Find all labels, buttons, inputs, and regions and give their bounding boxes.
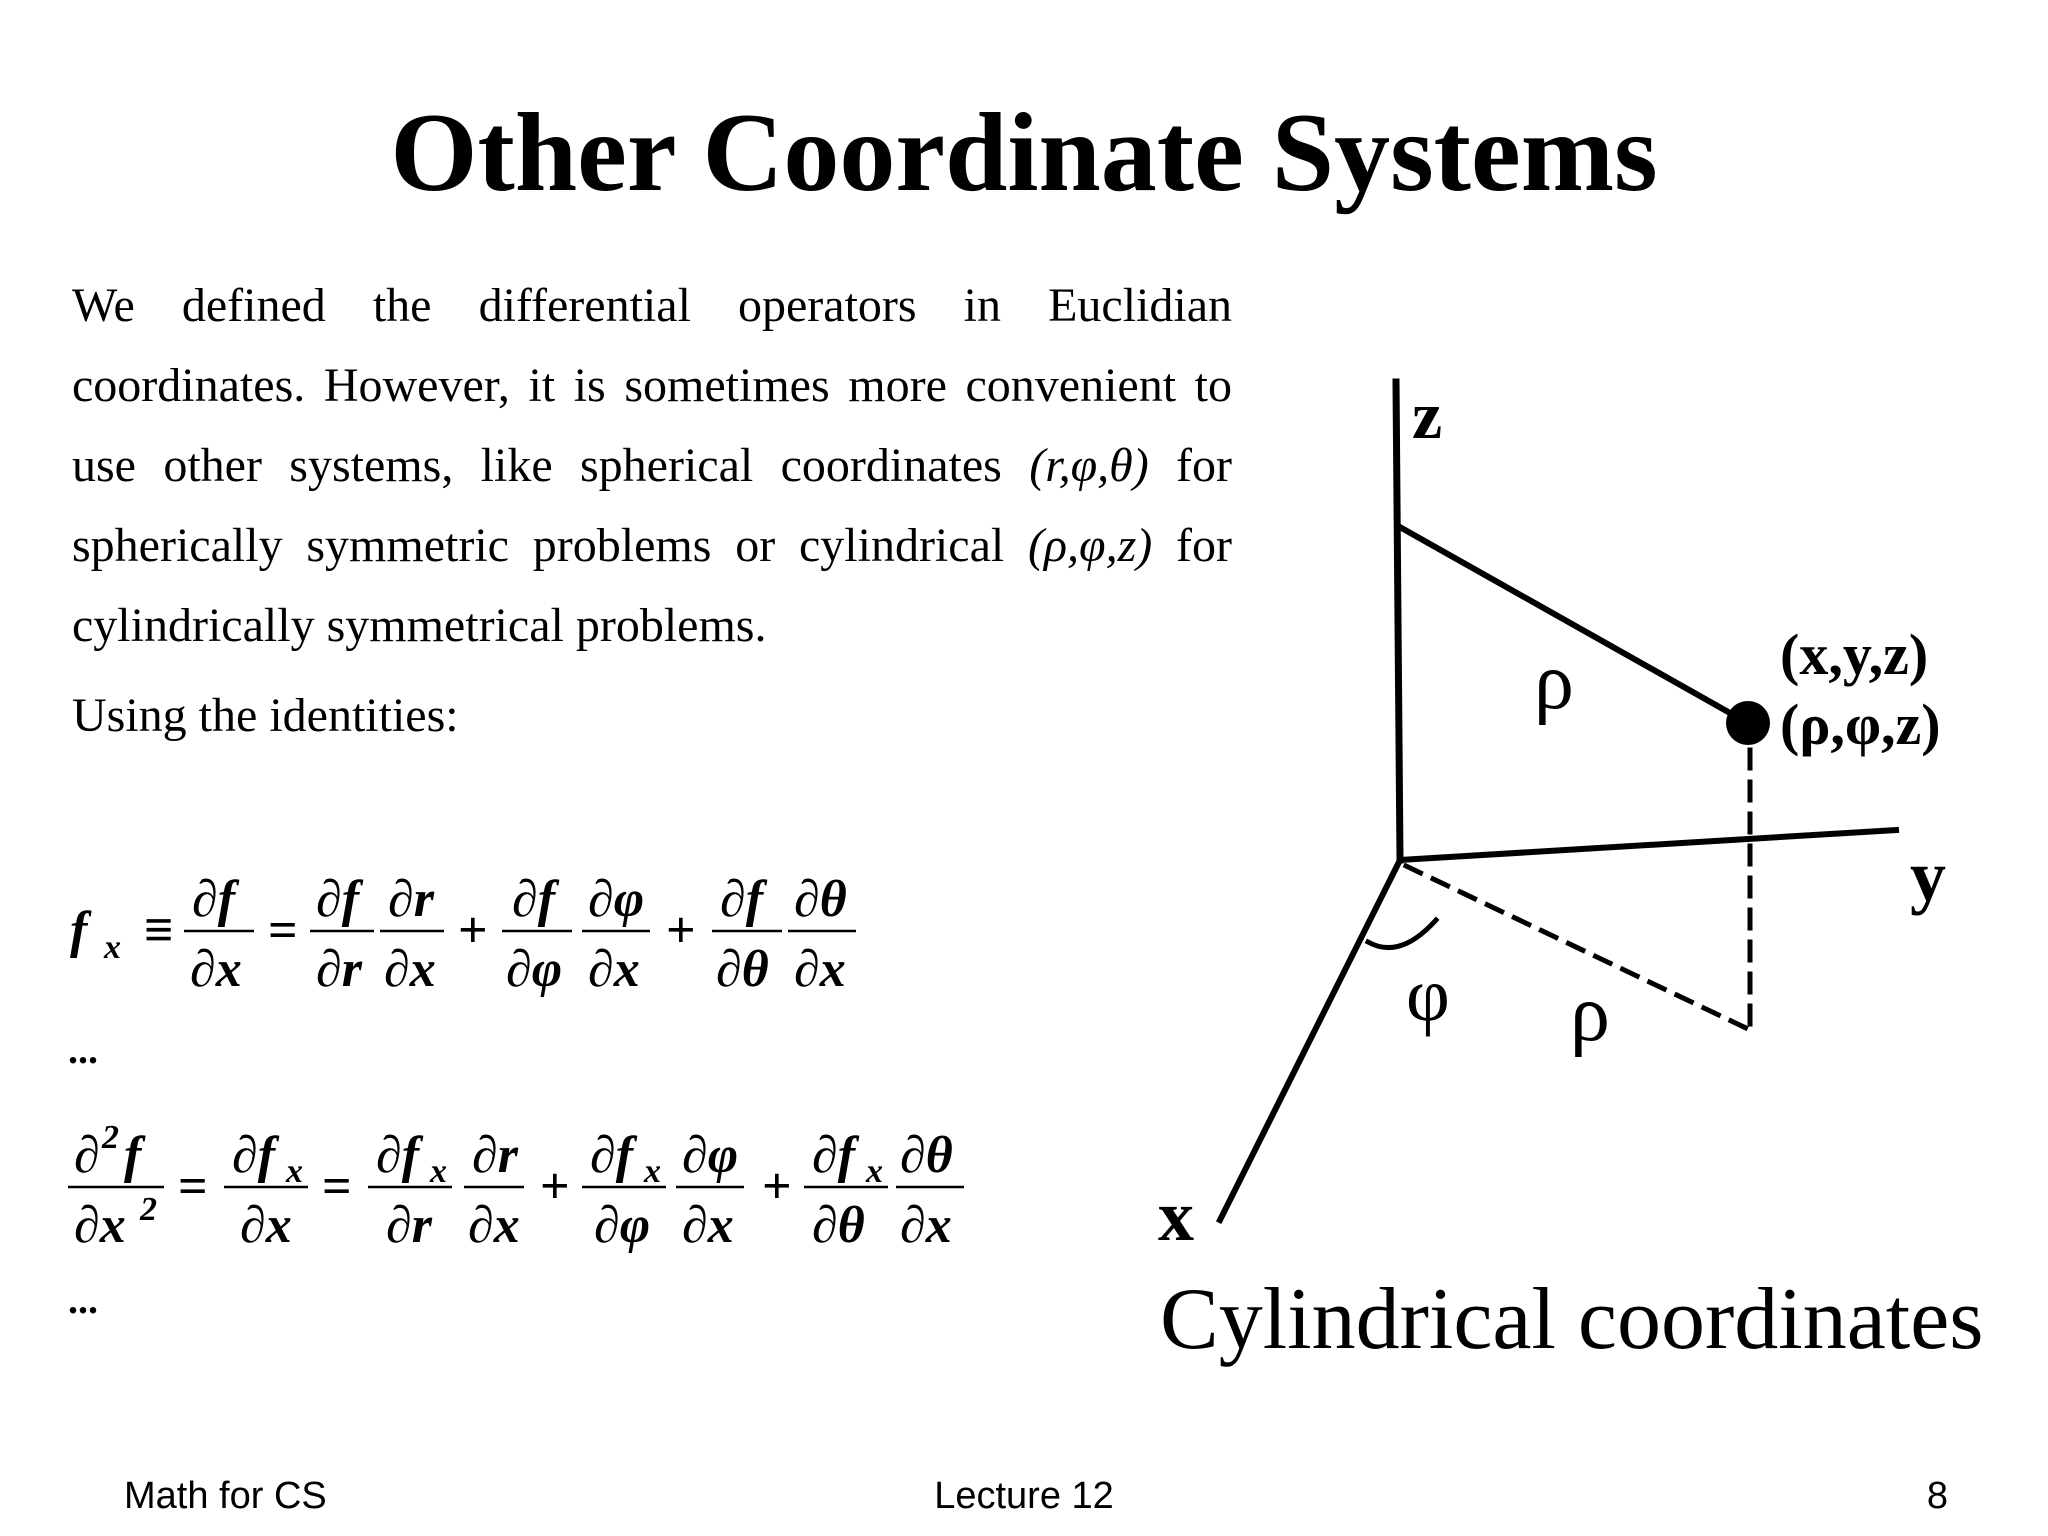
- eq2-plus-2: +: [762, 1158, 792, 1215]
- cylindrical-point-label: (ρ,φ,z): [1780, 692, 1941, 757]
- z-axis-label: z: [1412, 377, 1443, 453]
- eq2-num-2-sub: x: [430, 1153, 447, 1190]
- intro-text-3: for cylindrically symmetrical problems.: [72, 519, 1233, 652]
- eq2-num-6: ∂f: [812, 1127, 856, 1184]
- eq1-den-3: ∂x: [384, 941, 436, 998]
- eq2-num-3: ∂r: [472, 1127, 518, 1184]
- eq1-num-3: ∂r: [388, 871, 434, 928]
- eq2-den-2: ∂r: [386, 1197, 432, 1254]
- z-axis: [1396, 382, 1400, 860]
- eq1-den-7: ∂x: [794, 941, 846, 998]
- eq2-lhs-partial: ∂: [74, 1127, 100, 1184]
- y-axis-label: y: [1910, 836, 1946, 916]
- eq2-eq-2: =: [322, 1158, 352, 1215]
- footer-page-number: 8: [1926, 1475, 1948, 1517]
- footer-lecture: Lecture 12: [934, 1475, 1114, 1517]
- y-axis: [1400, 830, 1896, 860]
- rho-label-lower: ρ: [1570, 970, 1610, 1058]
- footer-course: Math for CS: [124, 1475, 327, 1517]
- using-identities-label: Using the identities:: [72, 689, 459, 742]
- cylindrical-variables: (ρ,φ,z): [1028, 519, 1153, 572]
- ellipsis-1: ...: [68, 1027, 98, 1072]
- phi-angle-arc: [1368, 920, 1436, 948]
- eq1-den-2: ∂r: [316, 941, 362, 998]
- cylindrical-coordinates-diagram: [1150, 360, 2010, 1240]
- eq1-num-7: ∂θ: [794, 871, 847, 928]
- x-axis: [1220, 860, 1400, 1220]
- eq2-lhs-f: f: [124, 1127, 142, 1184]
- eq2-den-5: ∂x: [682, 1197, 734, 1254]
- eq2-num-4-sub: x: [644, 1153, 661, 1190]
- eq1-equiv: ≡: [144, 902, 174, 959]
- x-axis-label: x: [1158, 1176, 1194, 1240]
- eq2-den-1: ∂x: [240, 1197, 292, 1254]
- eq1-lhs: f: [70, 902, 88, 959]
- eq1-eq: =: [268, 902, 298, 959]
- eq2-den-6: ∂θ: [812, 1197, 865, 1254]
- eq2-plus-1: +: [540, 1158, 570, 1215]
- eq2-den-7: ∂x: [900, 1197, 952, 1254]
- eq2-eq-1: =: [178, 1158, 208, 1215]
- eq2-num-1-sub: x: [286, 1153, 303, 1190]
- eq1-num-2: ∂f: [316, 871, 360, 928]
- eq2-den-4: ∂φ: [594, 1197, 651, 1254]
- eq2-num-6-sub: x: [866, 1153, 883, 1190]
- point-marker: [1726, 701, 1770, 745]
- eq2-num-4: ∂f: [590, 1127, 634, 1184]
- slide-title: Other Coordinate Systems: [390, 91, 1658, 215]
- eq2-den-3: ∂x: [468, 1197, 520, 1254]
- eq2-lhs-sup: 2: [102, 1119, 119, 1156]
- intro-paragraph: [72, 266, 1232, 666]
- equation-first-derivative: [60, 840, 920, 1015]
- eq2-lhs-den: ∂x: [74, 1197, 126, 1254]
- eq1-plus-2: +: [666, 902, 696, 959]
- eq1-den-4: ∂φ: [506, 941, 563, 998]
- eq1-den-5: ∂x: [588, 941, 640, 998]
- intro-text-2: for spherically symmetric problems or cylindrical: [72, 439, 1233, 572]
- eq2-num-5: ∂φ: [682, 1127, 739, 1184]
- equation-second-derivative: [60, 1096, 1020, 1271]
- eq2-lhs-den-sup: 2: [140, 1191, 157, 1228]
- eq2-num-1: ∂f: [232, 1127, 276, 1184]
- eq1-den-1: ∂x: [190, 941, 242, 998]
- intro-text-1: We defined the differential operators in Euclidian coordinates. However, it is sometimes more convenient to use other systems, like spherical coordinates: [72, 279, 1232, 492]
- eq1-num-1: ∂f: [192, 871, 236, 928]
- eq1-num-4: ∂f: [512, 871, 556, 928]
- eq1-plus-1: +: [458, 902, 488, 959]
- eq1-num-5: ∂φ: [588, 871, 645, 928]
- ellipsis-2: ...: [68, 1277, 98, 1322]
- spherical-variables: (r,φ,θ): [1029, 439, 1149, 492]
- eq1-lhs-sub: x: [104, 929, 121, 966]
- eq1-num-6: ∂f: [720, 871, 764, 928]
- eq1-den-6: ∂θ: [716, 941, 769, 998]
- eq2-num-7: ∂θ: [900, 1127, 953, 1184]
- cartesian-point-label: (x,y,z): [1780, 622, 1929, 687]
- rho-label-upper: ρ: [1534, 638, 1574, 726]
- phi-label: φ: [1406, 953, 1450, 1037]
- diagram-caption: Cylindrical coordinates: [1160, 1271, 1984, 1368]
- eq2-num-2: ∂f: [376, 1127, 420, 1184]
